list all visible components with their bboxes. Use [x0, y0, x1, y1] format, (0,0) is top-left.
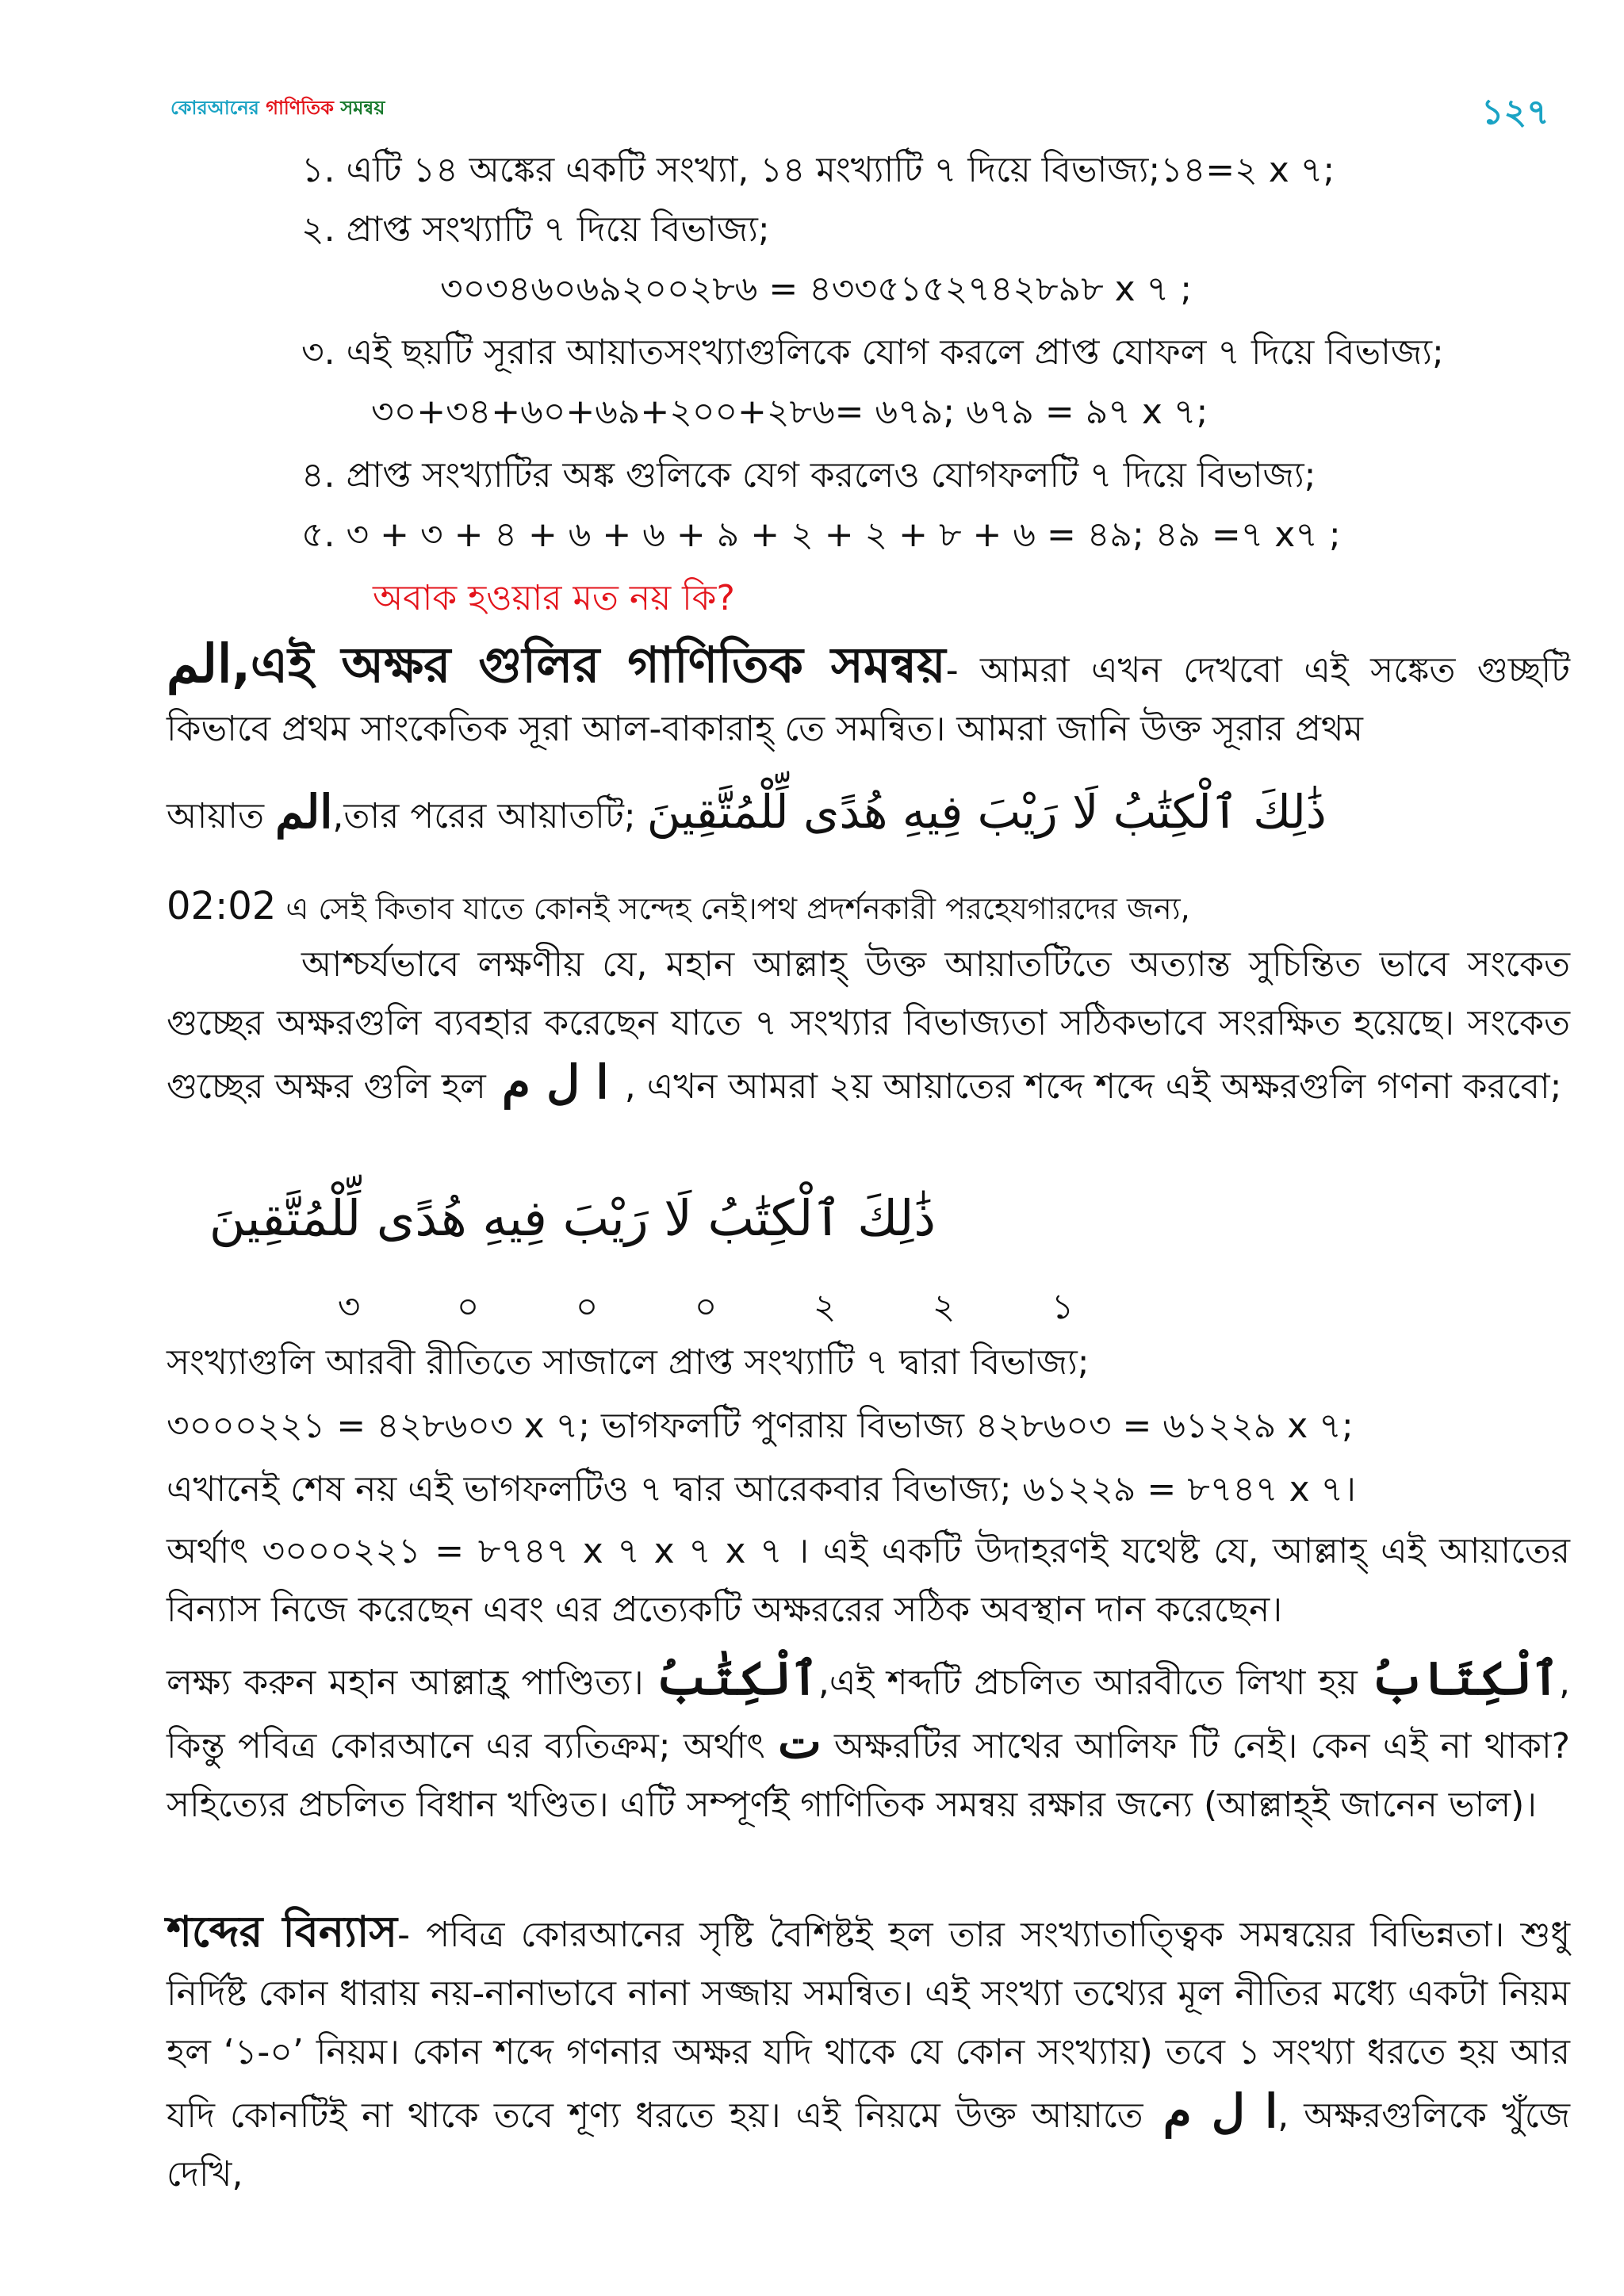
section1-para3: ৩০০০২২১ = ৪২৮৬০৩ x ৭; ভাগফলটি পুণরায় বিভাজ্য ৪২৮৬০৩ = ৬১২২৯ x ৭;: [167, 1406, 1354, 1446]
digit-7: ১: [1051, 1287, 1074, 1327]
para6-a: লক্ষ্য করুন মহান আল্লাহ্র পাণ্ডিত্য।: [167, 1663, 657, 1703]
ayat-mid: ,তার পরের আয়াতটি;: [332, 796, 647, 836]
para6-c: , কিন্তু পবিত্র কোরআনে এর ব্যতিক্রম; অর্থাৎ: [167, 1663, 1570, 1766]
section2-text: - পবিত্র কোরআনের সৃষ্টি বৈশিষ্টই হল তার সংখ্যাতাত্ত্বিক সমন্বয়ের বিভিন্নতা। শুধু নির্দিষ্ট কোন ধারায় নয়-নানাভাবে নানা সজ্জায় সমন্বিত। এই সংখ্যা তথ্যের মূল নীতির মধ্যে একটা নিয়ম হল ‘১-০’ নিয়ম। কোন শব্দে গণনার অক্ষর যদি থাকে যে কোন সংখ্যায়) তবে ১ সংখ্যা ধরতে হয় আর যদি কোনটিই না থাকে তবে শূণ্য ধরতে হয়। এই নিয়মে উক্ত আয়াতে: [167, 1915, 1570, 2136]
digit-6: ২: [932, 1287, 956, 1327]
section1-para5: অর্থাৎ ৩০০০২২১ = ৮৭৪৭ x ৭ x ৭ x ৭ । এই একটি উদাহরণই যথেষ্ট যে, আল্লাহ্ এই আয়াতের বিন্যাস নিজে করেছেন এবং এর প্রত্যেকটি অক্ষররের সঠিক অবস্থান দান করেছেন।: [167, 1531, 1570, 1630]
list-item-1: ১. এটি ১৪ অঙ্কের একটি সংখ্যা, ১৪ মংখ্যাটি ৭ দিয়ে বিভাজ্য;১৪=২ x ৭;: [301, 150, 1335, 190]
para6-b: ,এই শব্দটি প্রচলিত আরবীতে লিখা হয়: [818, 1663, 1371, 1703]
section2-heading: শব্দের বিন্যাস: [167, 1907, 398, 1957]
ayat-prefix: আয়াত: [167, 796, 276, 836]
list-item-4: ৪. প্রাপ্ত সংখ্যাটির অঙ্ক গুলিকে যেগ করলেও যোগফলটি ৭ দিয়ে বিভাজ্য;: [301, 455, 1316, 496]
wonder-line: অবাক হওয়ার মত নয় কি?: [373, 578, 735, 618]
page-number: ১২৭: [1481, 92, 1549, 132]
list-item-3-equation: ৩০+৩৪+৬০+৬৯+২০০+২৮৬= ৬৭৯; ৬৭৯ = ৯৭ x ৭;: [371, 392, 1208, 432]
section2: [167, 1903, 1570, 2204]
list-item-2-equation: ৩০৩৪৬০৬৯২০০২৮৬ = ৪৩৩৫১৫২৭৪২৮৯৮ x ৭ ;: [440, 269, 1193, 309]
ayat-line: [167, 785, 1327, 848]
verse-line: [167, 884, 1190, 936]
para1-text: আশ্চর্যভাবে লক্ষণীয় যে, মহান আল্লাহ্ উক্ত আয়াতটিতে অত্যান্ত সুচিন্তিত ভাবে সংকেত গুচ্ছের অক্ষরগুলি ব্যবহার করেছেন যাতে ৭ সংখ্যার বিভাজ্যতা সঠিকভাবে সংরক্ষিত হয়েছে। সংকেত গুচ্ছের অক্ষর গুলি হল: [167, 944, 1570, 1107]
section1-heading: ,এই অক্ষর গুলির গাণিতিক সমন্বয়: [232, 636, 946, 694]
letters-inline: ا ل م: [485, 1055, 625, 1109]
list-item-2: ২. প্রাপ্ত সংখ্যাটি ৭ দিয়ে বিভাজ্য;: [301, 209, 770, 250]
list-item-5: ৫. ৩ + ৩ + ৪ + ৬ + ৬ + ৯ + ২ + ২ + ৮ + ৬ = ৪৯; ৪৯ =৭ x৭ ;: [301, 515, 1341, 555]
section1-intro: [167, 634, 1570, 759]
para1-end: , এখন আমরা ২য় আয়াতের শব্দে শব্দে এই অক্ষরগুলি গণনা করবো;: [624, 1066, 1562, 1107]
section1-para1: [167, 936, 1570, 1116]
ayat-arabic: ذَٰلِكَ ٱلْكِتَٰبُ لَا رَيْبَ فِيهِ هُدًى لِّلْمُتَّقِينَ: [646, 785, 1327, 839]
digit-1: ৩: [337, 1287, 361, 1327]
arabic-verse-large: ذَٰلِكَ ٱلْكِتَٰبُ لَا رَيْبَ فِيهِ هُدًى لِّلْمُتَّقِينَ: [209, 1189, 936, 1247]
section1-para2: সংখ্যাগুলি আরবী রীতিতে সাজালে প্রাপ্ত সংখ্যাটি ৭ দ্বারা বিভাজ্য;: [167, 1342, 1090, 1383]
arabic-kitab-common: ٱلْكِتَابُ: [1370, 1651, 1559, 1705]
arabic-kitab-quran: ٱلْكِتَٰبُ: [656, 1651, 818, 1705]
header-title-part1: কোরআনের: [170, 97, 266, 119]
para6-d: অক্ষরটির সাথের আলিফ টি নেই। কেন এই না থাকা? সহিত্যের প্রচলিত বিধান খণ্ডিত। এটি সম্পূর্ণই গাণিতিক সমন্বয় রক্ষার জন্যে (আল্লাহ্ই জানেন ভাল)।: [167, 1726, 1570, 1825]
digit-3: ০: [575, 1287, 599, 1327]
running-header: [170, 94, 385, 125]
arabic-alm-inline: الم: [275, 785, 333, 839]
section1-para4: এখানেই শেষ নয় এই ভাগফলটিও ৭ দ্বার আরেকবার বিভাজ্য; ৬১২২৯ = ৮৭৪৭ x ৭।: [167, 1469, 1356, 1510]
header-title-part3: সমন্বয়: [340, 97, 385, 119]
digit-5: ২: [813, 1287, 837, 1327]
header-title-part2: গাণিতিক: [266, 97, 341, 119]
list-item-3: ৩. এই ছয়টি সূরার আয়াতসংখ্যাগুলিকে যোগ করলে প্রাপ্ত যোফল ৭ দিয়ে বিভাজ্য;: [301, 332, 1444, 373]
verse-ref: 02:02: [167, 884, 277, 928]
digit-row: [289, 1280, 1122, 1338]
section2-letters: ا ل م: [1143, 2084, 1278, 2138]
verse-translation: এ সেই কিতাব যাতে কোনই সন্দেহ নেই।পথ প্রদর্শনকারী পরহেযগারদের জন্য,: [276, 891, 1190, 926]
digit-2: ০: [456, 1287, 480, 1327]
section2-end: , অক্ষরগুলিকে খুঁজে দেখি,: [167, 2095, 1570, 2195]
section1-intro-text: - আমরা এখন দেখবো এই সঙ্কেত গুচ্ছটি কিভাবে প্রথম সাংকেতিক সূরা আল-বাকারাহ্ তে সমন্বিত। আমরা জানি উক্ত সূরার প্রথম: [167, 650, 1571, 749]
arabic-alm: الم: [167, 633, 232, 695]
arabic-ta: ت: [778, 1715, 822, 1769]
digit-4: ০: [694, 1287, 718, 1327]
section1-para6: [167, 1649, 1570, 1835]
